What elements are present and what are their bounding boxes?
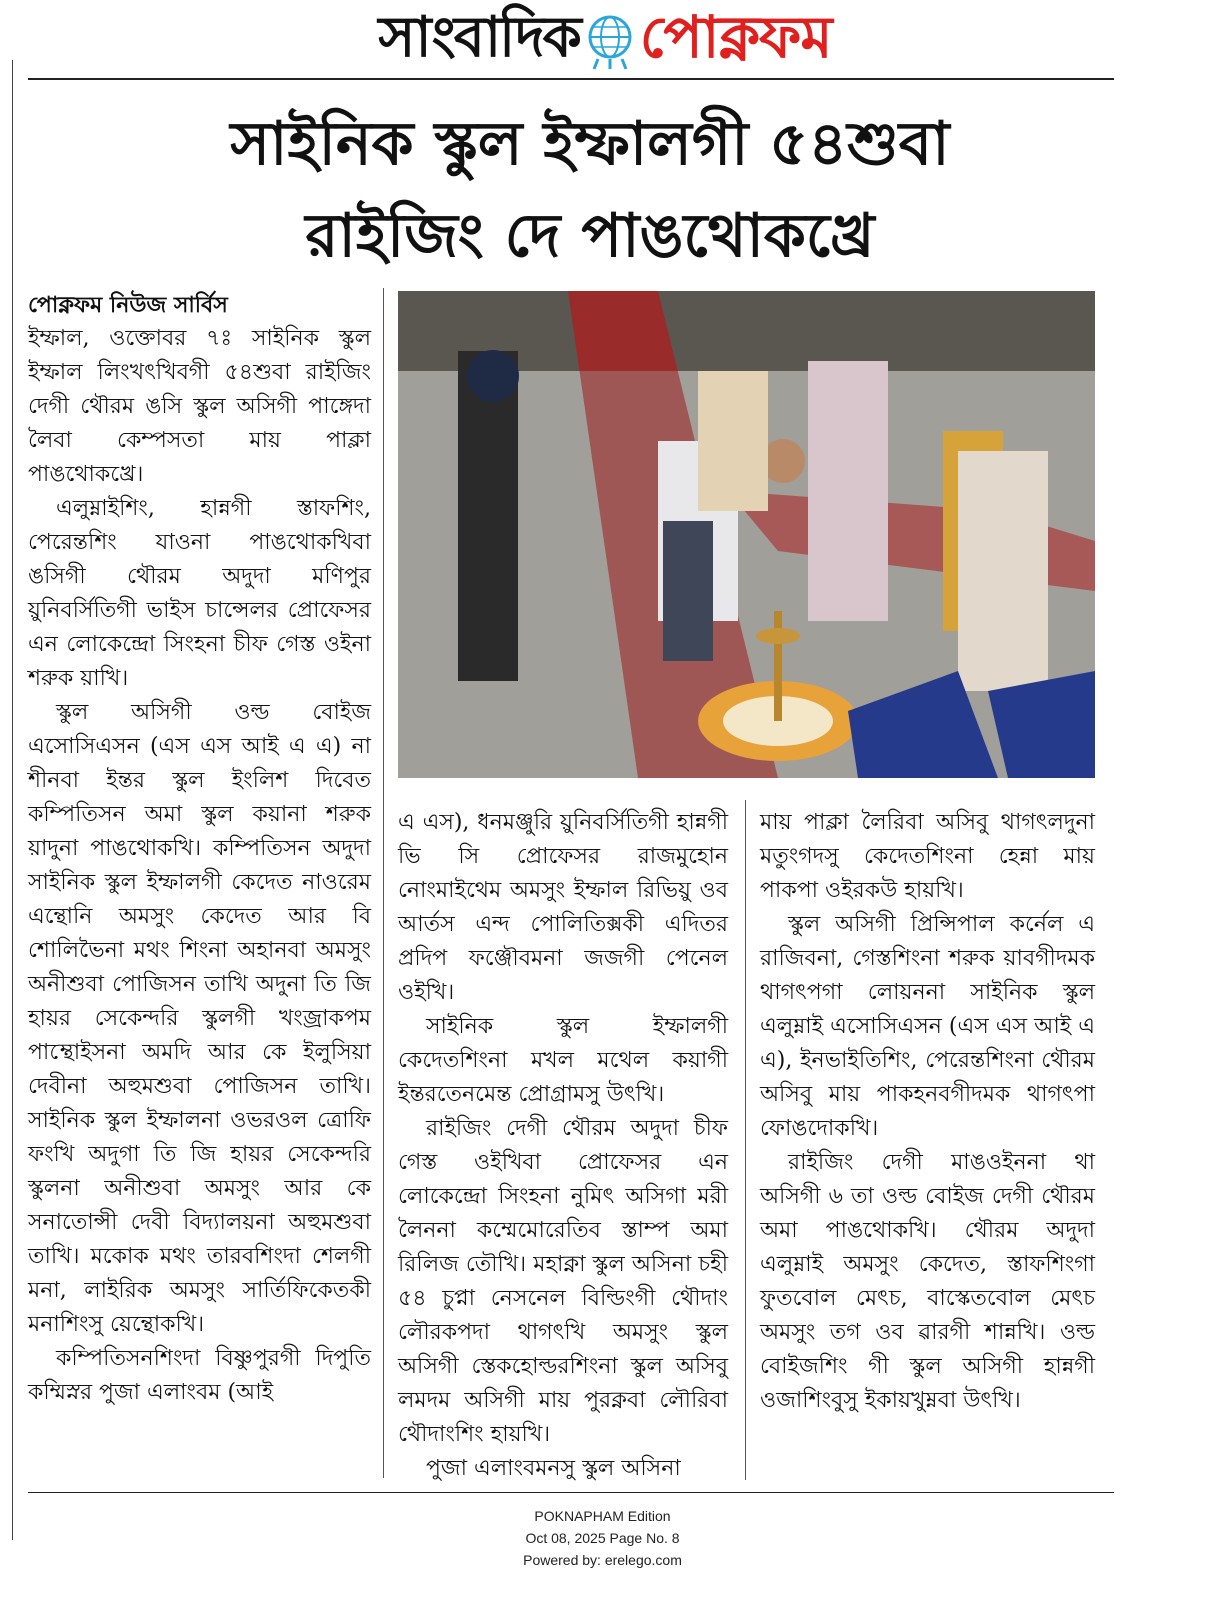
headline-line-1: সাইনিক স্কুল ইম্ফালগী ৫৪শুবা — [230, 109, 950, 179]
article-column-3 — [760, 806, 1095, 1418]
paragraph: ইম্ফাল, ওক্তোবর ৭ঃ সাইনিক স্কুল ইম্ফাল লিংখৎখিবগী ৫৪শুবা রাইজিং দেগী থৌরম ঙসি স্কুল অসিগী পাঙ্গেদা লৈবা কেম্পসতা মায় পাক্লা পাঙথোকখ্রে। — [28, 326, 371, 487]
footer-edition: POKNAPHAM Edition — [534, 1508, 671, 1524]
left-margin-rule — [12, 60, 13, 1540]
globe-icon — [584, 11, 636, 71]
paragraph: সাইনিক স্কুল ইম্ফালগী কেদেতশিংনা মখল মথেল কয়াগী ইন্তরতেনমেন্ত প্রোগ্রামসু উৎখি। — [398, 1014, 728, 1107]
footer-powered-by: Powered by: erelego.com — [523, 1552, 682, 1568]
paragraph: রাইজিং দেগী মাঙওইননা থা অসিগী ৬ তা ওল্ড বোইজ দেগী থৌরম অমা পাঙথোকখি। থৌরম অদুদা এলুম্নাই অমসুং কেদেত, স্তাফশিংগা ফুতবোল মেৎচ, বাস্কেতবোল মেৎচ অমসুং তগ ওব ৱারগী শান্নখি। ওল্ড বোইজশিং গী স্কুল অসিগী হান্নগী ওজাশিংবুসু ইকায়খুম্নবা উৎখি। — [760, 1150, 1095, 1413]
column-divider — [745, 800, 746, 1480]
headline — [60, 98, 1120, 282]
paragraph: কম্পিতিসনশিংদা বিষ্ণুপুরগী দিপুতি কম্মিস্নর পুজা এলাংবম (আই — [28, 1346, 371, 1405]
paragraph: মায় পাক্লা লৈরিবা অসিবু থাগৎলদুনা মতুংগদসু কেদেতশিংনা হেন্না মায় পাকপা ওইরকউ হায়খি। — [760, 810, 1095, 903]
paragraph: স্কুল অসিগী প্রিন্সিপাল কর্নেল এ রাজিবনা, গেস্তশিংনা শরুক য়াবগীদমক থাগৎপগা লোয়ননা সাইনিক স্কুল এলুম্নাই এসোসিএসন (এস এস আই এ এ), ইনভাইতিশিং, পেরেন্তশিংনা থৌরম অসিবু মায় পাকহনবগীদমক থাগৎপা ফোঙদোকখি। — [760, 912, 1095, 1141]
paragraph: স্কুল অসিগী ওল্ড বোইজ এসোসিএসন (এস এস আই এ এ) না শীনবা ইন্তর স্কুল ইংলিশ দিবেত কম্পিতিসন অমা স্কুল কয়ানা শরুক য়াদুনা পাঙথোকখি। কম্পিতিসন অদুদা সাইনিক স্কুল ইম্ফালগী কেদেত নাওরেম এন্থোনি অমসুং কেদেত আর বি শোলিভৈনা মথং শিংনা অহানবা অমসুং অনীশুবা পোজিসন তাখি অদুনা তি জি হায়র সেকেন্দরি স্কুলগী খংজ্রাকপম পাম্থোইসনা অমদি আর কে ইলুসিয়া দেবীনা অহুমশুবা পোজিসন তাখি। সাইনিক স্কুল ইম্ফালনা ওভরওল ত্রোফি ফংখি অদুগা তি জি হায়র সেকেন্দরি স্কুলনা অনীশুবা অমসুং আর কে সনাতোন্সী দেবী বিদ্যালয়না অহুমশুবা তাখি। মকোক মথং তারবশিংদা শেলগী মনা, লাইরিক অমসুং সার্তিফিকেতকী মনাশিংসু য়েন্থোকখি। — [28, 700, 371, 1337]
footer-date-page: Oct 08, 2025 Page No. 8 — [525, 1530, 680, 1546]
column-divider — [383, 288, 384, 1478]
masthead — [180, 2, 1030, 76]
footer-divider — [28, 1492, 1114, 1493]
paragraph: এলুম্নাইশিং, হান্নগী স্তাফশিং, পেরেন্তশিং যাওনা পাঙথোকখিবা ঙসিগী থৌরম অদুদা মণিপুর য়ুনিবর্সিতিগী ভাইস চান্সেলর প্রোফেসর এন লোকেন্দ্রো সিংহনা চীফ গেস্ত ওইনা শরুক য়াখি। — [28, 496, 371, 691]
masthead-title-right: পোক্নফম — [639, 2, 832, 71]
paragraph: এ এস), ধনমঞ্জুরি য়ুনিবর্সিতিগী হান্নগী ভি সি প্রোফেসর রাজমুহোন নোংমাইথেম অমসুং ইম্ফাল রিভিয়ু ওব আর্তস এন্দ পোলিতিক্সকী এদিতর প্রদিপ ফঞ্জৌবমনা জজগী পেনেল ওইখি। — [398, 810, 728, 1005]
paragraph: রাইজিং দেগী থৌরম অদুদা চীফ গেস্ত ওইখিবা প্রোফেসর এন লোকেন্দ্রো সিংহনা নুমিৎ অসিগা মরী লৈননা কম্মেমোরেতিব স্তাম্প অমা রিলিজ তৌখি। মহাক্না স্কুল অসিনা চহী ৫৪ চুপ্না নেসনেল বিল্ডিংগী থৌদাং লৌরকপদা থাগৎখি অমসুং স্কুল অসিগী স্তেকহোল্ডরশিংনা স্কুল অসিবু লমদম অসিগী মায় পুরক্নবা লৌরিবা থৌদাংশিং হায়খি। — [398, 1116, 728, 1447]
photo-illustration — [398, 291, 1095, 778]
byline: পোক্নফম নিউজ সার্বিস — [28, 292, 228, 318]
masthead-title-left: সাংবাদিক — [378, 5, 580, 70]
lamp-lighting-photo — [398, 291, 1095, 778]
headline-line-2: রাইজিং দে পাঙথোকখ্রে — [305, 201, 875, 271]
paragraph: পুজা এলাংবমনসু স্কুল অসিনা — [426, 1456, 681, 1481]
header-divider — [28, 78, 1114, 80]
article-column-2 — [398, 806, 728, 1486]
article-column-1 — [28, 288, 371, 1410]
